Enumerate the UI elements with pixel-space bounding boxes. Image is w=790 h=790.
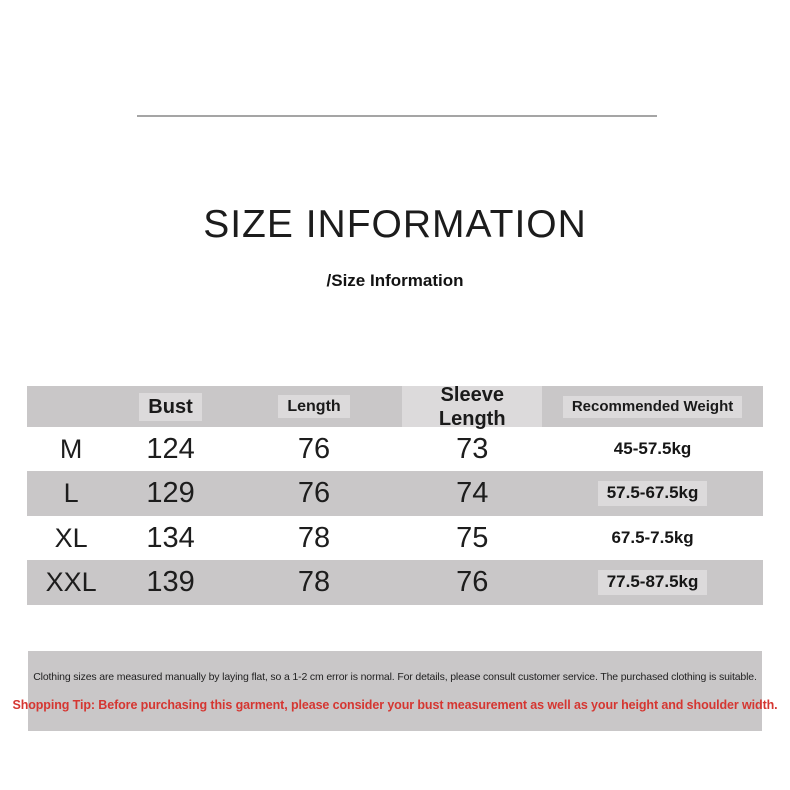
top-divider-line (137, 115, 657, 117)
weight-value: 57.5-67.5kg (598, 481, 708, 505)
size-table-header-row (27, 383, 763, 430)
bust-value: 124 (146, 432, 195, 465)
sleeve-length-value: 73 (456, 432, 489, 465)
weight-value-cell (542, 526, 763, 550)
size-table (27, 383, 763, 605)
size-table-row-l (27, 471, 763, 516)
weight-value-cell (542, 481, 763, 505)
size-label: XXL (45, 567, 97, 597)
weight-value: 77.5-87.5kg (598, 570, 708, 594)
size-label: M (59, 433, 83, 464)
bust-value: 139 (146, 566, 195, 598)
weight-value-cell (542, 570, 763, 594)
header-bust: Bust (115, 393, 225, 421)
size-table-row-xl (27, 516, 763, 560)
bust-value: 129 (146, 477, 195, 509)
length-value: 78 (297, 566, 331, 598)
header-recommended-weight: Recommended Weight (542, 396, 763, 418)
measurement-note: Clothing sizes are measured manually by laying flat, so a 1-2 cm error is normal. For details, please consult customer service. The purchased clothing is suitable. (33, 670, 757, 683)
sleeve-length-value: 75 (456, 521, 489, 554)
size-table-row-xxl (27, 560, 763, 605)
header-sleeve-length: Sleeve Length (402, 381, 542, 433)
sleeve-length-value: 76 (456, 566, 489, 598)
weight-value-cell (542, 437, 763, 461)
length-value: 76 (297, 432, 331, 465)
weight-value: 67.5-7.5kg (602, 526, 702, 550)
length-value: 76 (297, 477, 331, 509)
page-title: SIZE INFORMATION (203, 203, 587, 246)
size-label: XL (54, 522, 88, 553)
bust-value: 134 (146, 521, 195, 554)
header-length: Length (226, 395, 403, 418)
size-table-row-m (27, 427, 763, 471)
page-subtitle: /Size Information (326, 271, 464, 290)
weight-value: 45-57.5kg (605, 437, 701, 461)
length-value: 78 (297, 521, 331, 554)
shopping-tip: Shopping Tip: Before purchasing this garment, please consider your bust measurement as well as your height and shoulder width. (12, 697, 778, 712)
sleeve-length-value: 74 (456, 477, 489, 509)
size-label: L (63, 478, 79, 508)
notes-box (12, 651, 778, 731)
